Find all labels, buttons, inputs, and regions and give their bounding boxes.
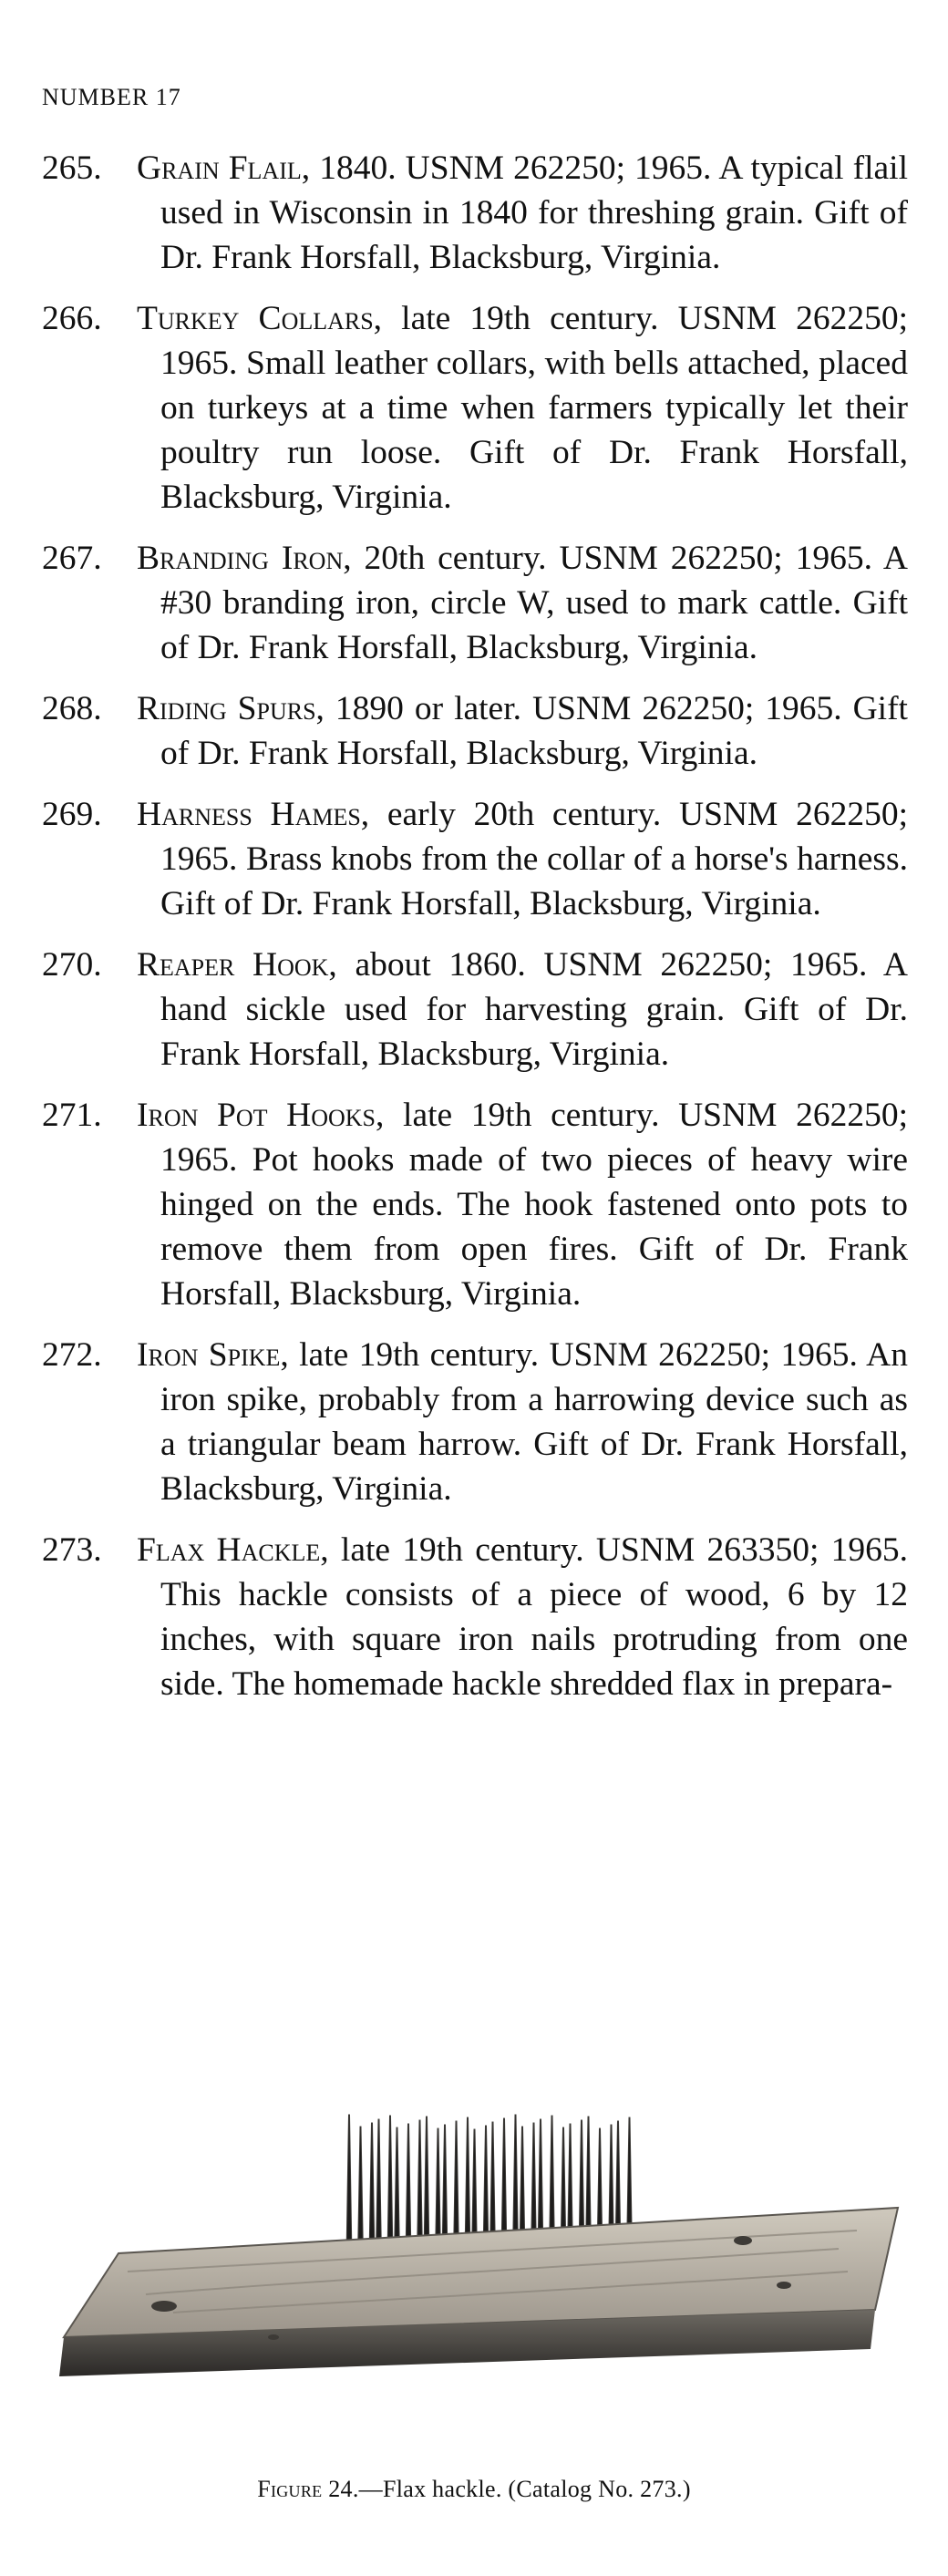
entry-title: Branding Iron, <box>137 540 352 577</box>
entry-number: 266. <box>42 300 102 337</box>
entry-body <box>137 536 908 670</box>
entry-body <box>137 1528 908 1706</box>
catalog-entry <box>42 1528 908 1706</box>
entry-text: 1840. USNM 262250; 1965. A typical flail used in Wisconsin in 1840 for threshing grain. Gift of Dr. Frank Horsfall, Blacksburg, Virginia. <box>160 149 908 276</box>
entry-body <box>137 792 908 926</box>
entry-text: early 20th century. USNM 262250; 1965. Brass knobs from the collar of a horse's harness. Gift of Dr. Frank Horsfall, Blacksburg, Virginia. <box>160 796 908 922</box>
entry-title: Reaper Hook, <box>137 946 337 984</box>
entry-title: Flax Hackle, <box>137 1531 329 1569</box>
entry-title: Iron Pot Hooks, <box>137 1097 385 1134</box>
running-header: NUMBER 17 <box>42 84 181 110</box>
figure-caption-text: —Flax hackle. (Catalog No. 273.) <box>358 2476 691 2502</box>
catalog-entry <box>42 1093 908 1316</box>
entry-number: 268. <box>42 690 102 727</box>
entry-body <box>137 943 908 1077</box>
entry-text: late 19th century. USNM 262250; 1965. Small leather collars, with bells attached, placed on turkeys at a time when farmers typically let their poultry run loose. Gift of Dr. Frank Horsfall, Blacksburg, Virginia. <box>160 300 908 516</box>
entry-text: about 1860. USNM 262250; 1965. A hand sickle used for harvesting grain. Gift of Dr. Frank Horsfall, Blacksburg, Virginia. <box>160 946 909 1073</box>
catalog-entry <box>42 686 908 776</box>
entry-number: 269. <box>42 796 102 833</box>
entry-number: 270. <box>42 946 102 984</box>
catalog-entries <box>42 146 908 1723</box>
entry-number: 267. <box>42 540 102 577</box>
entry-number: 265. <box>42 149 102 187</box>
catalog-entry <box>42 943 908 1077</box>
entry-text: late 19th century. USNM 262250; 1965. An iron spike, probably from a harrowing device such as a triangular beam harrow. Gift of Dr. Frank Horsfall, Blacksburg, Virginia. <box>160 1336 908 1508</box>
entry-number: 273. <box>42 1531 102 1569</box>
entry-title: Grain Flail, <box>137 149 311 187</box>
entry-text: late 19th century. USNM 263350; 1965. This hackle consists of a piece of wood, 6 by 12 inches, with square iron nails protruding from one side. The homemade hackle shredded flax in prepara- <box>160 1531 908 1703</box>
catalog-entry <box>42 146 908 280</box>
entry-title: Riding Spurs, <box>137 690 325 727</box>
entry-body <box>137 146 908 280</box>
catalog-entry <box>42 536 908 670</box>
entry-body <box>137 1093 908 1316</box>
entry-title: Harness Hames, <box>137 796 370 833</box>
entry-text: late 19th century. USNM 262250; 1965. Pot hooks made of two pieces of heavy wire hinged on the ends. The hook fastened onto pots to remove them from open fires. Gift of Dr. Frank Horsfall, Blacksburg, Virginia. <box>160 1097 908 1313</box>
catalog-entry <box>42 792 908 926</box>
entry-text: 1890 or later. USNM 262250; 1965. Gift of Dr. Frank Horsfall, Blacksburg, Virginia. <box>160 690 908 772</box>
entry-title: Iron Spike, <box>137 1336 289 1374</box>
figure-caption <box>0 2476 948 2503</box>
catalog-entry <box>42 296 908 520</box>
entry-text: 20th century. USNM 262250; 1965. A #30 branding iron, circle W, used to mark cattle. Gift of Dr. Frank Horsfall, Blacksburg, Virginia. <box>160 540 908 666</box>
catalog-entry <box>42 1333 908 1511</box>
entry-body <box>137 1333 908 1511</box>
flax-hackle-photo <box>36 2098 912 2436</box>
entry-title: Turkey Collars, <box>137 300 383 337</box>
entry-number: 271. <box>42 1097 102 1134</box>
entry-body <box>137 686 908 776</box>
entry-body <box>137 296 908 520</box>
entry-number: 272. <box>42 1336 102 1374</box>
figure-label: Figure 24. <box>257 2476 359 2502</box>
